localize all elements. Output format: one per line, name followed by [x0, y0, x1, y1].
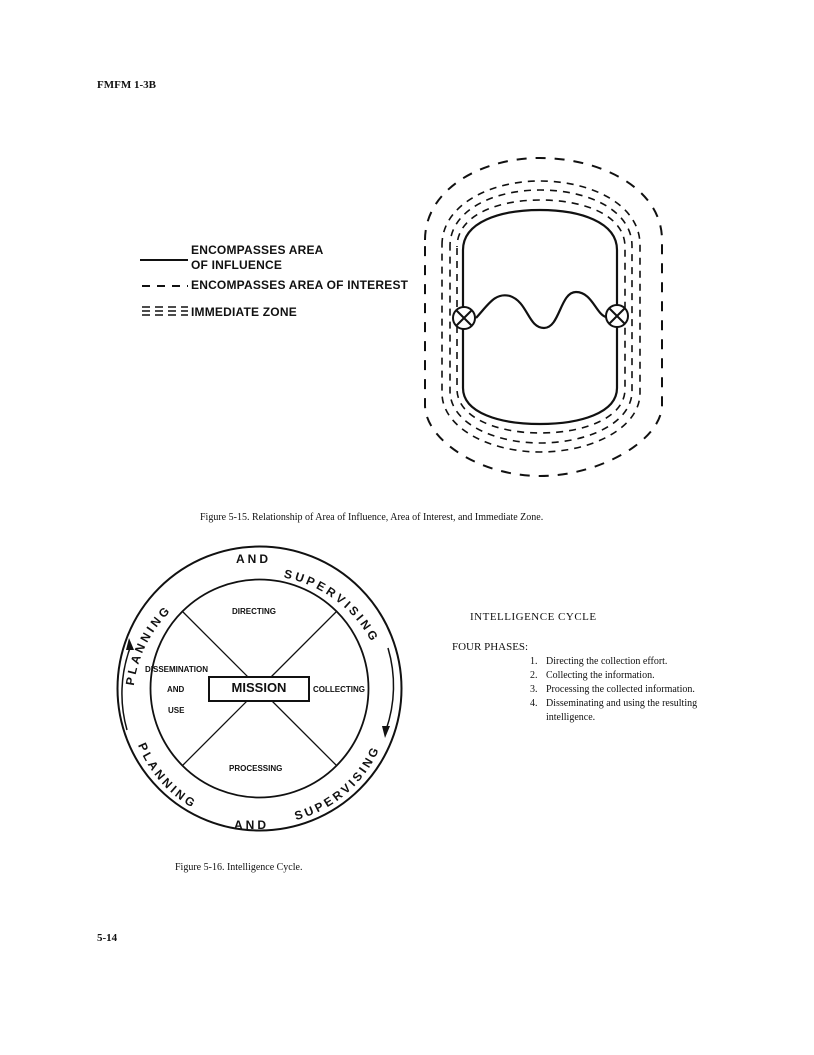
quadrant-dissemination-line2: AND [167, 685, 185, 694]
legend-immediate: IMMEDIATE ZONE [191, 305, 297, 319]
quadrant-dissemination-line1: DISSEMINATION [145, 665, 208, 674]
phase-item [530, 683, 720, 697]
phase-item [530, 655, 720, 669]
phases-heading: FOUR PHASES: [452, 641, 529, 653]
ring-text-bottom-left: PLANNING [135, 740, 200, 812]
phase-number: 2. [530, 670, 538, 681]
phase-text: Processing the collected information. [546, 684, 695, 695]
cycle-title: INTELLIGENCE CYCLE [470, 611, 597, 623]
ring-text-top-and: AND [236, 552, 271, 566]
figure-5-15-caption: Figure 5-15. Relationship of Area of Influence, Area of Interest, and Immediate Zone. [200, 512, 544, 523]
quadrant-processing: PROCESSING [229, 764, 283, 773]
ring-arrow-right [386, 648, 394, 730]
phase-item [530, 669, 720, 683]
quadrant-collecting: COLLECTING [313, 685, 365, 694]
quadrant-directing: DIRECTING [232, 607, 276, 616]
legend-influence-line2: OF INFLUENCE [191, 258, 283, 272]
ring-arrowhead-right-icon [382, 726, 390, 738]
mission-label: MISSION [231, 680, 287, 695]
quadrant-dissemination-line3: USE [168, 706, 185, 715]
phase-text: Collecting the information. [546, 670, 655, 681]
page-number: 5-14 [97, 932, 118, 944]
ring-text-top-right: SUPERVISING [282, 566, 383, 646]
phase-item [530, 697, 720, 725]
svg-text:SUPERVISING [283, 567, 382, 646]
legend-influence-line1: ENCOMPASSES AREA [191, 243, 324, 257]
figure-5-16-caption: Figure 5-16. Intelligence Cycle. [175, 862, 303, 873]
phase-text: Directing the collection effort. [546, 656, 668, 667]
phase-number: 1. [530, 656, 538, 667]
phase-text: Disseminating and using the resulting intelligence. [546, 698, 698, 723]
document-id: FMFM 1-3B [97, 79, 156, 91]
phase-number: 4. [530, 698, 538, 709]
ring-text-top-left: PLANNING [122, 602, 175, 687]
legend-interest: ENCOMPASSES AREA OF INTEREST [191, 278, 409, 292]
phases-list [530, 655, 720, 725]
phase-number: 3. [530, 684, 538, 695]
ring-text-bottom-and: AND [234, 818, 269, 832]
ring-text-bottom-right: SUPERVISING [292, 742, 383, 823]
svg-text:PLANNING [135, 741, 200, 812]
svg-text:SUPERVISING [293, 743, 383, 823]
